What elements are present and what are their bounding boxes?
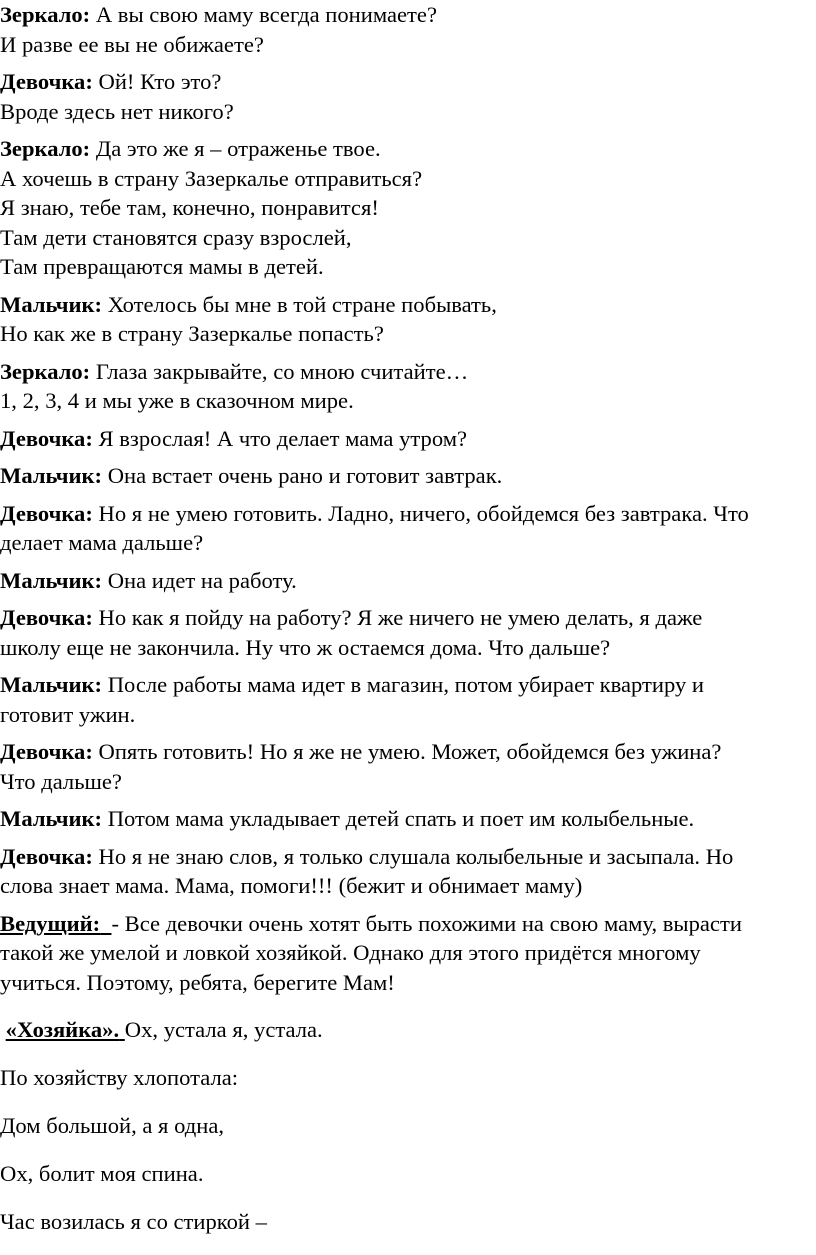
dialogue-paragraph [0,670,816,729]
speaker-name: Девочка: [0,425,93,451]
poem-title-line [0,1015,816,1045]
dialogue-line [0,461,816,491]
dialogue-line [0,603,816,633]
line-text: Она встает очень рано и готовит завтрак. [107,463,503,488]
host-gap [100,911,111,936]
dialogue-line [0,290,816,320]
dialogue-line [0,871,816,901]
dialogue-line [0,134,816,164]
line-text: Я взрослая! А что делает мама утром? [98,425,468,451]
dialogue-paragraph [0,603,816,662]
dialogue-line [0,164,816,194]
dialogue-line [0,566,816,596]
speaker-name: Зеркало: [0,136,91,161]
line-text: Но я не умею готовить. Ладно, ничего, обойдемся без завтрака. Что [98,500,749,526]
speaker-name: Девочка: [0,69,93,94]
dialogue-line [0,528,816,558]
line-text: Там дети становятся сразу взрослей, [0,224,352,250]
line-text: Но я не знаю слов, я только слушала колыбельные и засыпала. Но [98,843,734,869]
dialogue-line [0,193,816,223]
dialogue-line [0,252,816,282]
line-text: А хочешь в страну Зазеркалье отправиться? [0,165,423,191]
host-text-1: - Все девочки очень хотят быть похожими на свою маму, вырасти [111,910,742,936]
dialogue-paragraph [0,0,816,59]
line-text: школу еще не закончила. Ну что ж остаемся дома. Что дальше? [0,634,611,660]
speaker-name: Мальчик: [0,463,103,488]
host-speaker: Ведущий: [0,910,101,936]
dialogue-line [0,319,816,349]
line-text: Хотелось бы мне в той стране побывать, [107,291,497,317]
dialogue-paragraph [0,67,816,126]
line-text: И разве ее вы не обижаете? [0,31,264,57]
line-text: Вроде здесь нет никого? [0,98,234,124]
line-text: Да это же я – отраженье твое. [95,136,381,161]
line-text: А вы свою маму всегда понимаете? [95,2,437,27]
speaker-name: Девочка: [0,500,93,526]
line-text: Я знаю, тебе там, конечно, понравится! [0,195,379,220]
poem-first-line: Ох, устала я, устала. [124,1017,323,1042]
poem-title: «Хозяйка». [5,1017,120,1042]
host-line-3: учиться. Поэтому, ребята, берегите Мам! [0,969,395,995]
dialogue-paragraph [0,357,816,416]
host-line-1 [0,909,816,939]
dialogue-line [0,499,816,529]
line-text: Но как я пойду на работу? Я же ничего не умею делать, я даже [98,605,703,630]
line-text: Опять готовить! Но я же не умею. Может, обойдемся без ужина? [98,739,722,764]
host-line-2: такой же умелой и ловкой хозяйкой. Однако для этого придётся многому [0,940,701,965]
speaker-name: Девочка: [0,605,93,630]
dialogue-paragraph [0,804,816,834]
line-text: готовит ужин. [0,701,136,727]
line-text: Ой! Кто это? [98,69,222,94]
line-text: Что дальше? [0,768,122,794]
speaker-name: Зеркало: [0,2,91,27]
line-text: Потом мама укладывает детей спать и поет им колыбельные. [107,806,695,831]
dialogue-line [0,804,816,834]
dialogue-line [0,700,816,730]
poem-line-1: По хозяйству хлопотала: [0,1065,239,1090]
line-text: делает мама дальше? [0,530,204,555]
line-text: слова знает мама. Мама, помоги!!! (бежит и обнимает маму) [0,873,583,898]
line-text: 1, 2, 3, 4 и мы уже в сказочном мире. [0,388,354,413]
speaker-name: Мальчик: [0,567,103,593]
dialogue-line [0,424,816,454]
line-text: После работы мама идет в магазин, потом убирает квартиру и [107,672,704,697]
line-text: Она идет на работу. [107,567,297,593]
line-text: Но как же в страну Зазеркалье попасть? [0,321,384,346]
dialogue-paragraph [0,842,816,901]
dialogue-paragraph [0,290,816,349]
dialogue-paragraph [0,499,816,558]
dialogue-line [0,67,816,97]
dialogue-line [0,30,816,60]
poem-line-4: Час возилась я со стиркой – [0,1209,267,1234]
speaker-name: Девочка: [0,843,93,869]
dialogue-line [0,97,816,127]
speaker-name: Девочка: [0,739,93,764]
dialogue-line [0,767,816,797]
dialogue-paragraph [0,737,816,796]
dialogue-line [0,223,816,253]
dialogue-paragraph [0,424,816,454]
dialogue-paragraph [0,461,816,491]
dialogue-line [0,842,816,872]
dialogue-line [0,633,816,663]
speaker-name: Зеркало: [0,358,91,384]
dialogue-line [0,357,816,387]
speaker-name: Мальчик: [0,806,103,831]
dialogue-line [0,737,816,767]
dialogue-paragraph [0,566,816,596]
dialogue-line [0,0,816,30]
dialogue-line [0,670,816,700]
line-text: Глаза закрывайте, со мною считайте… [95,358,469,384]
poem-line-3: Ох, болит моя спина. [0,1161,204,1186]
poem-line-2: Дом большой, а я одна, [0,1113,225,1138]
line-text: Там превращаются мамы в детей. [0,254,324,279]
speaker-name: Мальчик: [0,291,103,317]
dialogue-paragraph [0,134,816,282]
dialogue-line [0,386,816,416]
host-paragraph [0,909,816,998]
speaker-name: Мальчик: [0,672,103,697]
